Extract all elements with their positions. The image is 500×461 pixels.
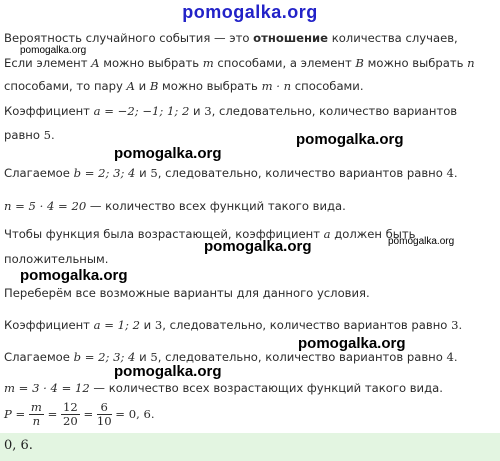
- watermark-label: pomogalka.org: [114, 363, 222, 380]
- text: Переберём все возможные варианты для данного условия.: [4, 286, 370, 300]
- text: должен быть: [330, 227, 416, 241]
- text: равно: [4, 128, 44, 142]
- math: b = 2; 3; 4: [73, 166, 136, 180]
- math: 3: [204, 104, 212, 118]
- numerator: 12: [63, 400, 78, 414]
- numerator: 6: [97, 401, 112, 415]
- math: a = 1; 2: [93, 318, 140, 332]
- text: Чтобы функция была возрастающей, коэффициент: [4, 227, 324, 241]
- math: m = 3 · 4 = 12: [4, 381, 90, 395]
- math: a = −2; −1; 1; 2: [93, 104, 190, 118]
- text-line-4: [4, 104, 457, 118]
- math: 5: [150, 166, 158, 180]
- text: способами, а элемент: [213, 56, 356, 70]
- watermark-label: pomogalka.org: [20, 45, 87, 56]
- fraction: [29, 401, 44, 428]
- math: B: [355, 56, 364, 70]
- math: 3.: [451, 318, 463, 332]
- math: = 0, 6.: [111, 407, 155, 421]
- text: можно выбрать: [99, 56, 203, 70]
- text: способами.: [291, 79, 364, 93]
- text: можно выбрать: [158, 79, 262, 93]
- denominator: 20: [63, 414, 78, 428]
- text: можно выбрать: [363, 56, 468, 70]
- denominator: 10: [96, 414, 112, 428]
- math: n = 5 · 4 = 20: [4, 199, 87, 213]
- text: и: [134, 79, 150, 93]
- text-line-13: [4, 381, 443, 395]
- denominator: n: [32, 414, 41, 428]
- math: =: [79, 407, 97, 421]
- watermark-label: pomogalka.org: [114, 145, 222, 162]
- text-line-12: [4, 350, 458, 364]
- fraction: [61, 401, 80, 428]
- text: Если элемент: [4, 56, 92, 70]
- text: Вероятность случайного события — это: [4, 31, 254, 45]
- answer-bar: [0, 433, 500, 461]
- math: P: [4, 407, 12, 421]
- math: n: [467, 56, 475, 70]
- math: b = 2; 3; 4: [73, 350, 136, 364]
- text-line-10: [4, 286, 370, 300]
- text: , следовательно, количество вариантов равно: [157, 166, 447, 180]
- text-line-11: [4, 318, 462, 332]
- text: и: [189, 104, 205, 118]
- text: положительным.: [4, 252, 109, 266]
- text: , следовательно, количество вариантов: [211, 104, 458, 118]
- math: =: [43, 407, 61, 421]
- text: Слагаемое: [4, 166, 74, 180]
- math: =: [11, 407, 29, 421]
- text-line-5: [4, 128, 55, 142]
- math: m · n: [261, 79, 292, 93]
- text: и: [135, 350, 151, 364]
- text: Слагаемое: [4, 350, 74, 364]
- text-line-3: [4, 79, 364, 93]
- text: и: [135, 166, 151, 180]
- answer-value: 0, 6.: [4, 438, 33, 453]
- math: B: [149, 79, 159, 93]
- text-line-1: [4, 31, 458, 45]
- bold-word: отношение: [253, 31, 329, 45]
- math: 4.: [446, 350, 458, 364]
- watermark-label: pomogalka.org: [298, 335, 406, 352]
- text: — количество всех функций такого вида.: [86, 199, 346, 213]
- text: , следовательно, количество вариантов равно: [162, 318, 452, 332]
- text: Коэффициент: [4, 104, 94, 118]
- text: способами, то пару: [4, 79, 127, 93]
- numerator: m: [30, 400, 42, 414]
- text: , следовательно, количество вариантов равно: [157, 350, 447, 364]
- text: — количество всех возрастающих функций такого вида.: [89, 381, 443, 395]
- watermark-label: pomogalka.org: [20, 267, 128, 284]
- math: A: [91, 56, 100, 70]
- math: 4.: [446, 166, 458, 180]
- text-line-2: [4, 56, 475, 70]
- math: 5: [150, 350, 158, 364]
- math: 5.: [43, 128, 55, 142]
- watermark-label: pomogalka.org: [296, 131, 404, 148]
- text: и: [139, 318, 155, 332]
- text-line-7: [4, 199, 346, 213]
- header-watermark: pomogalka.org: [182, 2, 318, 22]
- fraction: [97, 401, 112, 428]
- math: 3: [154, 318, 163, 332]
- text: количества случаев,: [328, 31, 458, 45]
- text: Коэффициент: [4, 318, 94, 332]
- probability-formula: [4, 401, 155, 428]
- text-line-6: [4, 166, 458, 180]
- text-line-9: [4, 252, 108, 266]
- math: a: [323, 227, 331, 241]
- watermark-label: pomogalka.org: [204, 238, 312, 255]
- math: m: [202, 56, 214, 70]
- math: A: [126, 79, 135, 93]
- watermark-label: pomogalka.org: [388, 236, 455, 247]
